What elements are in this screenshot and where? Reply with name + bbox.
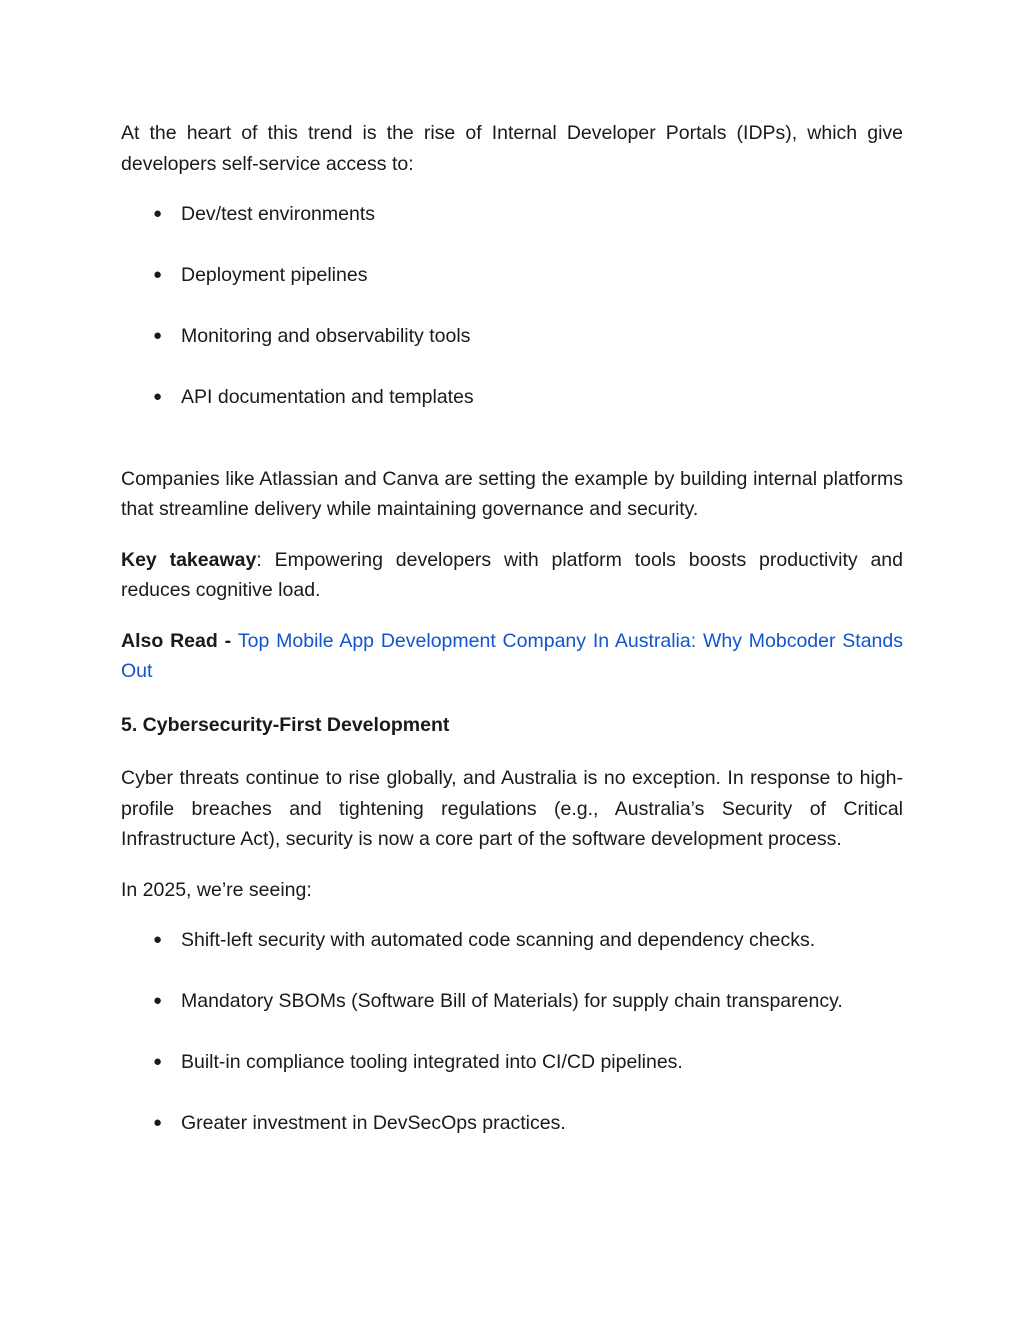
bullet-icon: ● — [153, 388, 163, 405]
seeing-intro: In 2025, we’re seeing: — [121, 878, 312, 901]
list-item: ● Greater investment in DevSecOps practices. — [121, 1108, 903, 1139]
key-takeaway-paragraph — [121, 545, 903, 606]
cyber-paragraph: Cyber threats continue to rise globally, and Australia is no exception. In response to high-profile breaches and tightening regulations (e.g., Australia’s Security of Critical Infrastructure Act), security is now a core part of the software development process. — [121, 767, 903, 850]
section-heading: 5. Cybersecurity-First Development — [121, 713, 450, 736]
security-list — [121, 925, 903, 1139]
also-read-link[interactable]: Top Mobile App Development Company In Australia: Why Mobcoder Stands Out — [121, 629, 903, 682]
list-item: ● Mandatory SBOMs (Software Bill of Materials) for supply chain transparency. — [121, 986, 903, 1017]
document-page — [121, 118, 903, 1169]
list-item: ● Deployment pipelines — [121, 260, 903, 291]
key-takeaway-text: : Empowering developers with platform tools boosts productivity and reduces cognitive load. — [121, 548, 903, 601]
key-takeaway-label: Key takeaway — [121, 548, 257, 571]
also-read-paragraph — [121, 626, 903, 687]
list-item: ● Shift-left security with automated code scanning and dependency checks. — [121, 925, 903, 956]
companies-paragraph: Companies like Atlassian and Canva are setting the example by building internal platforms that streamline delivery while maintaining governance and security. — [121, 467, 903, 520]
also-read-label: Also Read - — [121, 629, 238, 652]
idp-list — [121, 199, 903, 413]
bullet-icon: ● — [153, 266, 163, 283]
list-item: ● Monitoring and observability tools — [121, 321, 903, 352]
list-item: ● Built-in compliance tooling integrated into CI/CD pipelines. — [121, 1047, 903, 1078]
bullet-icon: ● — [153, 327, 163, 344]
bullet-icon: ● — [153, 205, 163, 222]
bullet-icon: ● — [153, 1053, 163, 1070]
list-item: ● Dev/test environments — [121, 199, 903, 230]
list-item: ● API documentation and templates — [121, 382, 903, 413]
bullet-icon: ● — [153, 931, 163, 948]
bullet-icon: ● — [153, 992, 163, 1009]
intro-paragraph: At the heart of this trend is the rise of Internal Developer Portals (IDPs), which give developers self-service access to: — [121, 122, 903, 175]
bullet-icon: ● — [153, 1114, 163, 1131]
